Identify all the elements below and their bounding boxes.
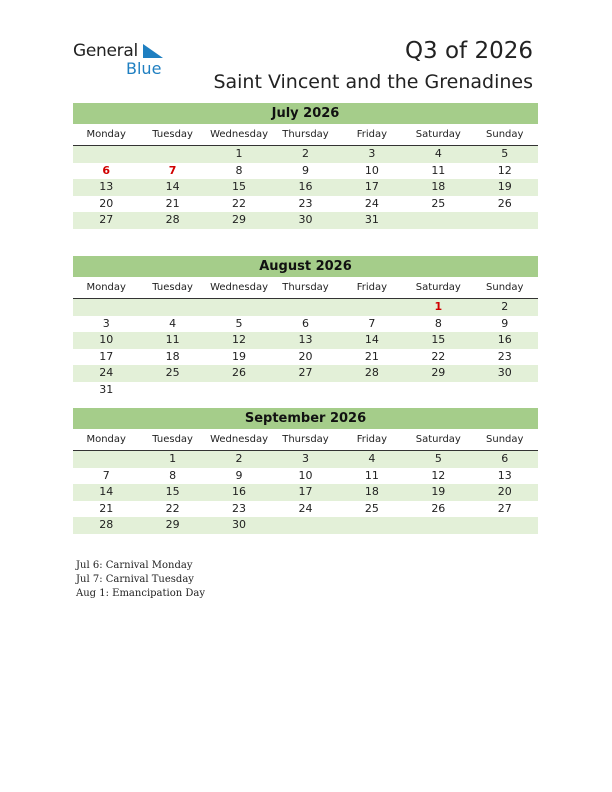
day-cell: 14 [165, 180, 180, 193]
weekday-header: Saturday [415, 129, 461, 140]
day-cell: 22 [431, 349, 446, 363]
day-cell: 17 [99, 349, 114, 363]
day-cell: 2 [235, 452, 243, 465]
weekday-header: Friday [356, 434, 388, 445]
week-row [73, 451, 538, 468]
page-title: Q3 of 2026 [404, 38, 533, 64]
page-subtitle: Saint Vincent and the Grenadines [213, 71, 533, 93]
day-cell: 9 [301, 163, 309, 177]
logo-blue-text: Blue [126, 59, 162, 78]
empty-day-cell [206, 299, 272, 316]
weekday-header: Friday [356, 129, 388, 140]
empty-day-cell [139, 146, 205, 163]
day-cell: 26 [431, 501, 446, 515]
day-cell: 4 [169, 316, 177, 330]
empty-day-cell [272, 299, 338, 316]
weekday-header: Sunday [486, 129, 524, 140]
day-cell: 16 [298, 180, 313, 193]
day-cell: 10 [364, 163, 379, 177]
day-cell: 31 [99, 382, 114, 396]
day-cell: 11 [431, 163, 446, 177]
day-cell: 15 [431, 333, 446, 346]
weekday-header-row [73, 128, 538, 146]
day-cell: 11 [364, 468, 379, 482]
month-calendar-july [73, 103, 538, 229]
day-cell: 18 [431, 180, 446, 193]
day-cell: 8 [235, 163, 243, 177]
day-cell: 24 [364, 196, 379, 210]
weekday-header: Wednesday [210, 282, 268, 293]
week-row [73, 484, 538, 501]
day-cell: 17 [298, 485, 313, 498]
empty-day-cell [405, 517, 471, 534]
day-cell: 25 [165, 366, 180, 379]
day-cell: 26 [497, 196, 512, 210]
day-cell: 27 [497, 501, 512, 515]
day-cell: 18 [165, 349, 180, 363]
empty-day-cell [339, 299, 405, 316]
day-cell: 24 [298, 501, 313, 515]
day-cell: 16 [497, 333, 512, 346]
week-row [73, 212, 538, 229]
day-cell: 13 [298, 333, 313, 346]
weekday-header-row [73, 433, 538, 451]
day-cell: 18 [364, 485, 379, 498]
week-row [73, 196, 538, 213]
day-cell: 6 [301, 316, 309, 330]
weekday-header: Monday [86, 282, 126, 293]
empty-day-cell [472, 382, 538, 399]
day-cell: 1 [235, 147, 243, 160]
month-title: September 2026 [73, 408, 538, 429]
day-cell: 5 [235, 316, 243, 330]
week-row [73, 179, 538, 196]
day-cell: 7 [102, 468, 110, 482]
day-cell: 28 [99, 518, 114, 531]
logo [73, 41, 173, 79]
weekday-header: Saturday [415, 434, 461, 445]
weekday-header-row [73, 281, 538, 299]
day-cell: 8 [169, 468, 177, 482]
day-cell: 12 [232, 333, 247, 346]
weekday-header: Thursday [282, 282, 329, 293]
week-row [73, 349, 538, 366]
weekday-header: Wednesday [210, 129, 268, 140]
day-cell: 23 [298, 196, 313, 210]
day-cell: 14 [99, 485, 114, 498]
week-row [73, 146, 538, 163]
day-cell: 24 [99, 366, 114, 379]
day-cell: 8 [434, 316, 442, 330]
weekday-header: Saturday [415, 282, 461, 293]
day-cell: 1 [169, 452, 177, 465]
weekday-header: Tuesday [152, 434, 193, 445]
week-row [73, 468, 538, 485]
empty-day-cell [472, 212, 538, 229]
day-cell: 21 [364, 349, 379, 363]
empty-day-cell [339, 382, 405, 399]
day-cell: 19 [431, 485, 446, 498]
day-cell: 15 [165, 485, 180, 498]
weekday-header: Thursday [282, 129, 329, 140]
week-row [73, 365, 538, 382]
empty-day-cell [272, 382, 338, 399]
day-cell: 21 [165, 196, 180, 210]
weekday-header: Tuesday [152, 282, 193, 293]
empty-day-cell [73, 146, 139, 163]
day-cell: 29 [431, 366, 446, 379]
day-cell: 13 [497, 468, 512, 482]
day-cell: 31 [364, 213, 379, 226]
weekday-header: Thursday [282, 434, 329, 445]
day-cell: 25 [431, 196, 446, 210]
week-row [73, 163, 538, 180]
empty-day-cell [73, 299, 139, 316]
day-cell: 12 [431, 468, 446, 482]
empty-day-cell [405, 382, 471, 399]
week-row [73, 299, 538, 316]
day-cell: 2 [301, 147, 309, 160]
day-cell: 2 [501, 300, 509, 313]
weekday-header: Sunday [486, 434, 524, 445]
empty-day-cell [405, 212, 471, 229]
weekday-header: Monday [86, 434, 126, 445]
logo-general-text: General [73, 41, 138, 61]
day-cell: 30 [232, 518, 247, 531]
day-cell: 28 [364, 366, 379, 379]
holiday-note: Aug 1: Emancipation Day [76, 588, 205, 599]
day-cell: 29 [165, 518, 180, 531]
day-cell: 3 [102, 316, 110, 330]
weekday-header: Tuesday [152, 129, 193, 140]
day-cell: 23 [497, 349, 512, 363]
day-cell: 17 [364, 180, 379, 193]
weekday-header: Wednesday [210, 434, 268, 445]
month-title: July 2026 [73, 103, 538, 124]
day-cell: 27 [298, 366, 313, 379]
day-cell: 7 [368, 316, 376, 330]
empty-day-cell [139, 299, 205, 316]
empty-day-cell [272, 517, 338, 534]
empty-day-cell [206, 382, 272, 399]
week-row [73, 517, 538, 534]
day-cell: 9 [501, 316, 509, 330]
week-row [73, 316, 538, 333]
day-cell: 20 [497, 485, 512, 498]
week-row [73, 501, 538, 518]
weekday-header: Friday [356, 282, 388, 293]
day-cell: 14 [364, 333, 379, 346]
day-cell: 27 [99, 213, 114, 226]
holiday-note: Jul 7: Carnival Tuesday [76, 574, 194, 585]
holiday-notes [76, 559, 205, 601]
day-cell: 4 [434, 147, 442, 160]
day-cell: 19 [232, 349, 247, 363]
day-cell: 9 [235, 468, 243, 482]
day-cell: 12 [497, 163, 512, 177]
empty-day-cell [339, 517, 405, 534]
day-cell: 1 [434, 300, 443, 313]
day-cell: 13 [99, 180, 114, 193]
weekday-header: Monday [86, 129, 126, 140]
day-cell: 22 [232, 196, 247, 210]
day-cell: 30 [497, 366, 512, 379]
day-cell: 7 [168, 163, 177, 177]
day-cell: 30 [298, 213, 313, 226]
day-cell: 3 [368, 147, 376, 160]
holiday-note: Jul 6: Carnival Monday [76, 560, 193, 571]
day-cell: 20 [99, 196, 114, 210]
day-cell: 16 [232, 485, 247, 498]
week-row [73, 382, 538, 399]
day-cell: 21 [99, 501, 114, 515]
day-cell: 3 [301, 452, 309, 465]
day-cell: 6 [501, 452, 509, 465]
day-cell: 10 [99, 333, 114, 346]
day-cell: 26 [232, 366, 247, 379]
day-cell: 5 [434, 452, 442, 465]
empty-day-cell [472, 517, 538, 534]
day-cell: 11 [165, 333, 180, 346]
day-cell: 15 [232, 180, 247, 193]
day-cell: 6 [102, 163, 111, 177]
month-title: August 2026 [73, 256, 538, 277]
empty-day-cell [73, 451, 139, 468]
day-cell: 19 [497, 180, 512, 193]
day-cell: 23 [232, 501, 247, 515]
day-cell: 4 [368, 452, 376, 465]
month-calendar-august [73, 256, 538, 398]
month-calendar-september [73, 408, 538, 534]
weekday-header: Sunday [486, 282, 524, 293]
day-cell: 22 [165, 501, 180, 515]
day-cell: 5 [501, 147, 509, 160]
week-row [73, 332, 538, 349]
empty-day-cell [139, 382, 205, 399]
day-cell: 28 [165, 213, 180, 226]
day-cell: 29 [232, 213, 247, 226]
day-cell: 20 [298, 349, 313, 363]
day-cell: 25 [364, 501, 379, 515]
logo-triangle-icon [143, 44, 163, 58]
day-cell: 10 [298, 468, 313, 482]
